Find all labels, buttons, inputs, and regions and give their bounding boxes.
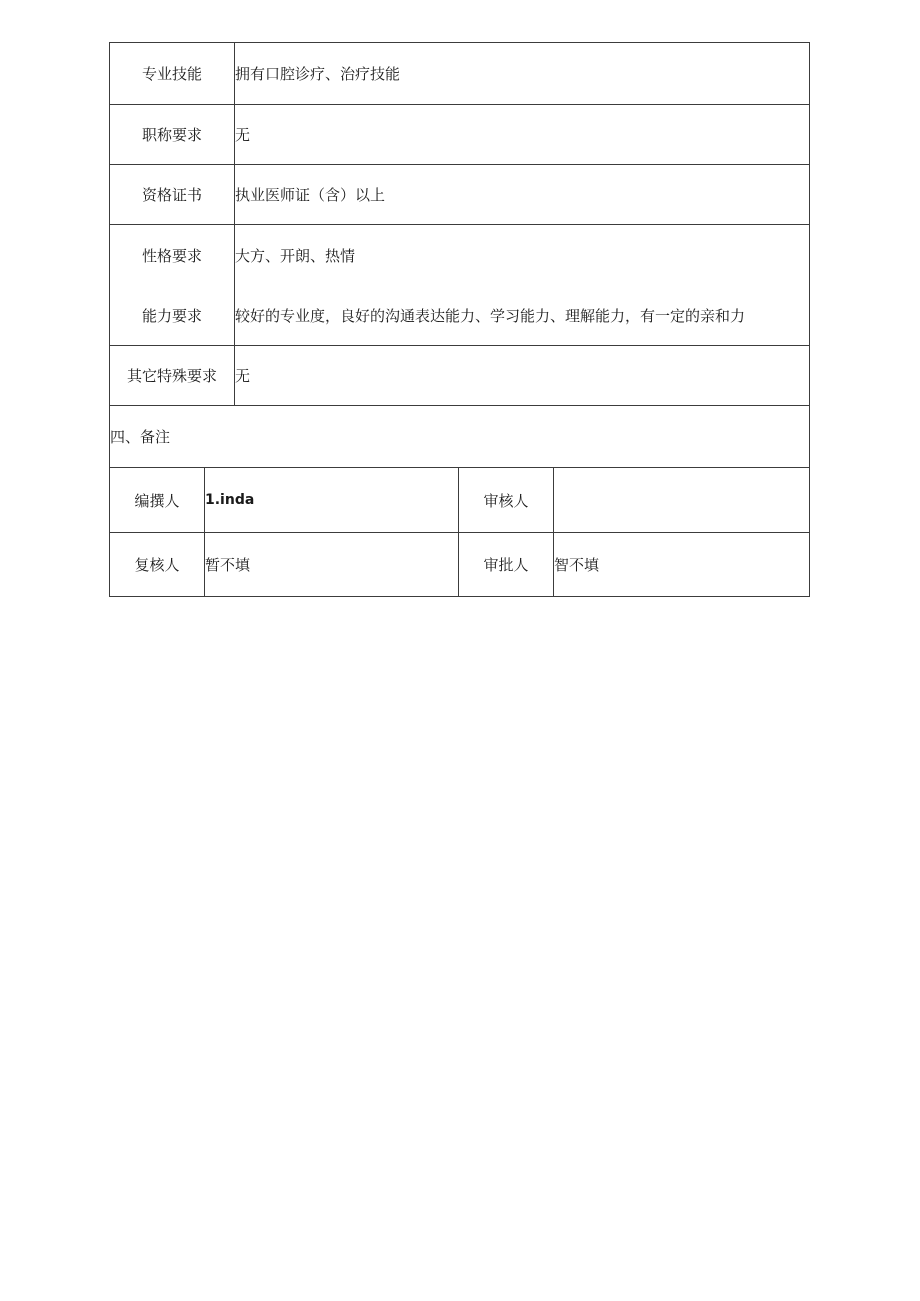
- compiler-value: 1.inda: [205, 468, 459, 532]
- approver-value: 智不填: [554, 556, 600, 574]
- reviewer-value: [554, 468, 809, 532]
- row-label-ability: 能力要求: [141, 306, 202, 325]
- row-value-skills: 拥有口腔诊疗、治疗技能: [235, 65, 401, 83]
- section-title: 四、备注: [110, 428, 171, 446]
- row-value-title: 无: [235, 126, 251, 144]
- row-label-group: [110, 225, 235, 345]
- row-value-personality: 大方、开朗、热情: [235, 246, 356, 265]
- table-row: [110, 105, 809, 165]
- table-row-personality-ability: [110, 225, 809, 346]
- approver-label: 审批人: [459, 533, 554, 596]
- rechecker-value: 暂不填: [205, 533, 459, 596]
- row-label-certificate: 资格证书: [110, 165, 235, 224]
- rechecker-label: 复核人: [110, 533, 205, 596]
- row-value-certificate: 执业医师证（含）以上: [235, 186, 386, 204]
- row-value-other: 无: [235, 367, 251, 385]
- row-value-group: [235, 225, 809, 345]
- row-label-title: 职称要求: [110, 105, 235, 164]
- table-row: [110, 346, 809, 406]
- signoff-row: [110, 468, 809, 533]
- row-value-ability: 较好的专业度，良好的沟通表达能力、学习能力、理解能力，有一定的亲和力: [235, 306, 746, 325]
- table-row: [110, 165, 809, 225]
- section-row: [110, 406, 809, 468]
- row-label-other: 其它特殊要求: [110, 346, 235, 405]
- reviewer-label: 审核人: [459, 468, 554, 532]
- compiler-label: 编撰人: [110, 468, 205, 532]
- requirements-table: [109, 42, 810, 597]
- row-label-skills: 专业技能: [110, 43, 235, 104]
- signoff-row: [110, 533, 809, 596]
- row-label-personality: 性格要求: [141, 246, 202, 265]
- table-row: [110, 43, 809, 105]
